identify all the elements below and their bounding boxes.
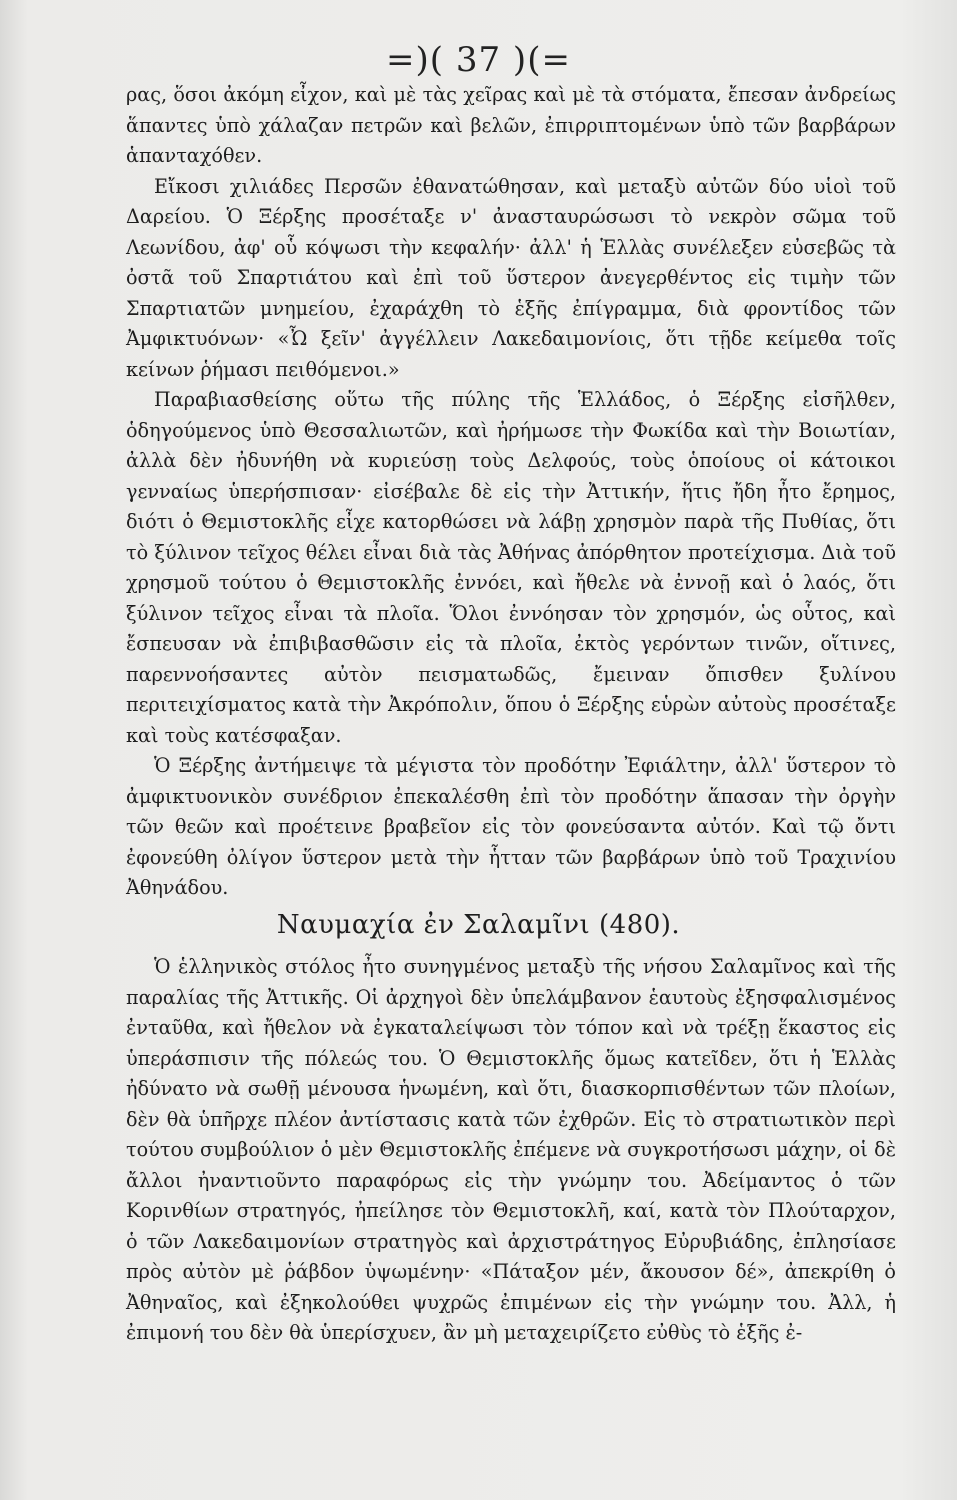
- body-text-bottom: [126, 952, 896, 1349]
- section-heading: Ναυμαχία ἐν Σαλαμῖνι (480).: [276, 910, 681, 940]
- paragraph-5: Ὁ ἑλληνικὸς στόλος ἦτο συνηγμένος μεταξὺ τῆς νήσου Σαλαμῖνος καὶ τῆς παραλίας τῆς Ἀττικῆς. Οἱ ἀρχηγοὶ δὲν ὑπελάμβανον ἑαυτοὺς ἐξησφαλισμένος ἐνταῦθα, καὶ ἤθελον νὰ ἐγκαταλείψωσι τὸν τόπον καὶ νὰ τρέξῃ ἕκαστος εἰς ὑπεράσπισιν τῆς πόλεώς του. Ὁ Θεμιστοκλῆς ὅμως κατεῖδεν, ὅτι ἡ Ἑλλὰς ἠδύνατο νὰ σωθῇ μένουσα ἡνωμένη, καὶ ὅτι, διασκορπισθέντων τῶν πλοίων, δὲν θὰ ὑπῆρχε πλέον ἀντίστασις κατὰ τῶν ἐχθρῶν. Εἰς τὸ στρατιωτικὸν περὶ τούτου συμβούλιον ὁ μὲν Θεμιστοκλῆς ἐπέμενε νὰ συγκροτήσωσι μάχην, οἱ δὲ ἄλλοι ἠναντιοῦντο παραφόρως εἰς τὴν γνώμην του. Ἀδείμαντος ὁ τῶν Κορινθίων στρατηγός, ἠπείλησε τὸν Θεμιστοκλῆ, καί, κατὰ τὸν Πλούταρχον, ὁ τῶν Λακεδαιμονίων στρατηγὸς καὶ ἀρχιστράτηγος Εὐρυβιάδης, ἐπλησίασε πρὸς αὐτὸν μὲ ῥάβδον ὑψωμένην· «Πάταξον μέν, ἄκουσον δέ», ἀπεκρίθη ὁ Ἀθηναῖος, καὶ ἐξηκολούθει ψυχρῶς ἐπιμένων εἰς τὴν γνώμην του. Ἀλλ, ἡ ἐπιμονή του δὲν θὰ ὑπερίσχυεν, ἂν μὴ μεταχειρίζετο εὐθὺς τὸ ἑξῆς ἐ-: [126, 955, 896, 1344]
- body-text-top: [126, 80, 896, 904]
- paragraph-3: Παραβιασθείσης οὕτω τῆς πύλης τῆς Ἑλλάδος, ὁ Ξέρξης εἰσῆλθεν, ὁδηγούμενος ὑπὸ Θεσσαλιωτῶν, καὶ ἠρήμωσε τὴν Φωκίδα καὶ τὴν Βοιωτίαν, ἀλλὰ δὲν ἠδυνήθη νὰ κυριεύσῃ τοὺς Δελφούς, τοὺς ὁποίους οἱ κάτοικοι γενναίως ὑπερήσπισαν· εἰσέβαλε δὲ εἰς τὴν Ἀττικήν, ἥτις ἤδη ἦτο ἔρημος, διότι ὁ Θεμιστοκλῆς εἶχε κατορθώσει νὰ λάβῃ χρησμὸν παρὰ τῆς Πυθίας, ὅτι τὸ ξύλινον τεῖχος θέλει εἶναι διὰ τὰς Ἀθήνας ἀπόρθητον προτείχισμα. Διὰ τοῦ χρησμοῦ τούτου ὁ Θεμιστοκλῆς ἐννόει, καὶ ἤθελε νὰ ἐννοῇ καὶ ὁ λαός, ὅτι ξύλινον τεῖχος εἶναι τὰ πλοῖα. Ὅλοι ἐννόησαν τὸν χρησμόν, ὡς οὗτος, καὶ ἔσπευσαν νὰ ἐπιβιβασθῶσιν εἰς τὰ πλοῖα, ἐκτὸς γερόντων τινῶν, οἵτινες, παρεννοήσαντες αὐτὸν πεισματωδῶς, ἔμειναν ὄπισθεν ξυλίνου περιτειχίσματος κατὰ τὴν Ἀκρόπολιν, ὅπου ὁ Ξέρξης εὑρὼν αὐτοὺς προσέταξε καὶ τοὺς κατέσφαξαν.: [126, 388, 896, 747]
- page-number: =)( 37 )(=: [386, 40, 571, 80]
- paragraph-4: Ὁ Ξέρξης ἀντήμειψε τὰ μέγιστα τὸν προδότην Ἐφιάλτην, ἀλλ' ὕστερον τὸ ἀμφικτυονικὸν συνέδριον ἐπεκαλέσθη ἐπὶ τὸν προδότην ἅπασαν τὴν ὀργὴν τῶν θεῶν καὶ προέτεινε βραβεῖον εἰς τὸν φονεύσαντα αὐτόν. Καὶ τῷ ὄντι ἐφονεύθη ὀλίγον ὕστερον μετὰ τὴν ἧτταν τῶν βαρβάρων ὑπὸ τοῦ Τραχινίου Ἀθηνάδου.: [126, 754, 896, 899]
- paragraph-2: Εἴκοσι χιλιάδες Περσῶν ἐθανατώθησαν, καὶ μεταξὺ αὐτῶν δύο υἱοὶ τοῦ Δαρείου. Ὁ Ξέρξης προσέταξε ν' ἀνασταυρώσωσι τὸ νεκρὸν σῶμα τοῦ Λεωνίδου, ἀφ' οὗ κόψωσι τὴν κεφαλήν· ἀλλ' ἡ Ἑλλὰς συνέλεξεν εὐσεβῶς τὰ ὀστᾶ τοῦ Σπαρτιάτου καὶ ἐπὶ τοῦ ὕστερον ἀνεγερθέντος εἰς τιμὴν τῶν Σπαρτιατῶν μνημείου, ἐχαράχθη τὸ ἑξῆς ἐπίγραμμα, διὰ φροντίδος τῶν Ἀμφικτυόνων· «Ὦ ξεῖν' ἀγγέλλειν Λακεδαιμονίοις, ὅτι τῇδε κείμεθα τοῖς κείνων ῥήμασι πειθόμενοι.»: [126, 174, 896, 381]
- paragraph-1: ρας, ὅσοι ἀκόμη εἶχον, καὶ μὲ τὰς χεῖρας καὶ μὲ τὰ στόματα, ἔπεσαν ἀνδρείως ἅπαντες ὑπὸ χάλαζαν πετρῶν καὶ βελῶν, ἐπιρριπτομένων ὑπὸ τῶν βαρβάρων ἁπανταχόθεν.: [126, 83, 896, 167]
